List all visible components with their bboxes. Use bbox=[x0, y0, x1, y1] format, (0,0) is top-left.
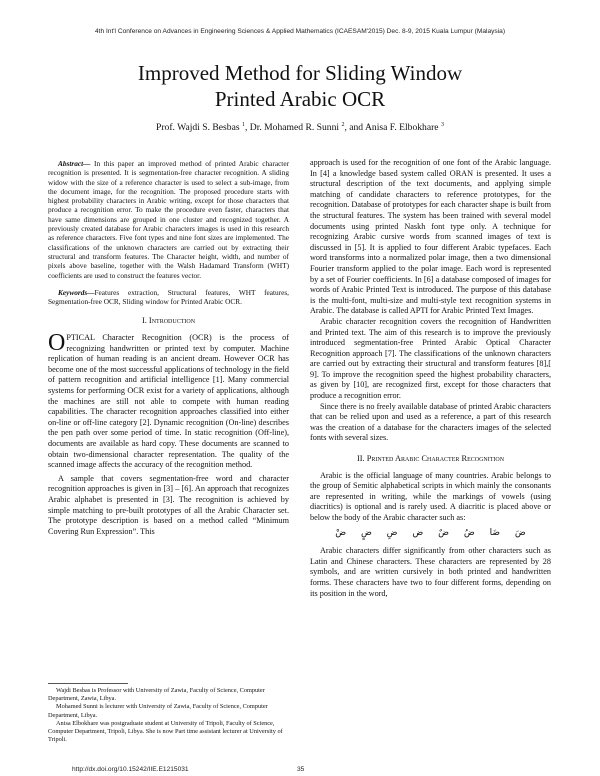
right-paragraph-1: approach is used for the recognition of one font of the Arabic language. In [4] a knowledge based system called ORAN is presented. It uses a structural description of the text documents, and applying simple matching of candidate characters to reference prototypes, for the recognition. Database of prototypes for each character shape is built from the structural features. The system has been trained with several model documents using printed Naskh font type only. A technique for recognizing Arabic cursive words from scanned images of text is discussed in [5]. It is applied to four different Arabic typefaces. Each word transforms into a normalized polar image, then a two dimensional Fourier transform applied to the polar image. Each word is represented by a set of Fourier coefficients. In [6] a database composed of images for words of Arabic Printed Text is introduced. The purpose of this database is the multi-font, multi-size and multi-style text recognition systems in Arabic. The database is called APTI for Arabic Printed Text Images. bbox=[310, 158, 551, 316]
authors bbox=[0, 122, 600, 133]
footnote-3: Anisa Elbokhare was postgraduate student at University of Tripoli, Faculty of Science, Computer Department, Tripoli, Libya. She is now Part time assistant lecturer at University of Tripoli. bbox=[48, 719, 283, 744]
page-number: 35 bbox=[297, 766, 305, 773]
intro-paragraph-1 bbox=[48, 330, 289, 471]
author-1-mark: 1 bbox=[241, 122, 245, 128]
title-line-1: Improved Method for Sliding Window bbox=[137, 61, 463, 85]
right-paragraph-3: Since there is no freely available database of printed Arabic characters that can be relied upon and used as a reference, a part of this research was the creation of a database for the characters images of the selected fonts with several sizes. bbox=[310, 401, 551, 443]
intro-paragraph-1-text: PTICAL Character Recognition (OCR) is the process of recognizing handwritten or printed text by computer. Machine replication of human reading is an ancient dream. However OCR has become one of the most successful applications of technology in the field of pattern recognition and artificial intelligence [1]. Many commercial systems for performing OCR exist for a variety of applications, although the machines are still not able to compete with human reading capabilities. The character recognition approaches classified into either on-line or off-line category [2]. Dynamic recognition (On-line) describes the pen path over some period of time. In static recognition (Off-line), documents are available as hard copy. These documents are scanned to obtain two-dimensional character representation. The quality of the scanned image affects the accuracy of the recognition method. bbox=[48, 333, 289, 470]
footnotes bbox=[48, 687, 289, 744]
section-2-heading: II. Printed Arabic Character Recognition bbox=[356, 454, 505, 464]
title-line-2: Printed Arabic OCR bbox=[214, 87, 386, 111]
abstract-label: Abstract— bbox=[58, 159, 91, 168]
footnote-2: Mohamed Sunni is lecturer with University of Zawia, Faculty of Science, Computer Department, Libya. bbox=[48, 703, 268, 719]
author-1: Prof. Wajdi S. Besbas bbox=[156, 122, 242, 134]
intro-paragraph-2: A sample that covers segmentation-free word and character recognition approaches is given in [3] – [6]. An approach that recognizes Arabic alphabet is presented in [3]. The recognition is achieved by simple matching to pre-built prototypes of all the Arabic Character set. The prototype description is based on a method called “Minimum Covering Run Expression”. This bbox=[48, 473, 289, 536]
paper-title bbox=[0, 60, 600, 112]
section-2-paragraph-1: Arabic is the official language of many countries. Arabic belongs to the group of Semitic alphabetical scripts in which mainly the consonants are represented in writing, while the markings of vowels (using diacritics) is optional and is rarely used. A diacritic is placed above or below the body of the Arabic character such as: bbox=[310, 470, 551, 522]
left-column bbox=[48, 159, 289, 537]
author-2-mark: 2 bbox=[341, 122, 345, 128]
section-2-paragraph-2: Arabic characters differ significantly from other characters such as Latin and Chinese characters. These characters are represented by 28 symbols, and are written cursively in both printed and handwritten forms. These characters have two to four different forms, depending on its position in the word, bbox=[310, 546, 551, 598]
footnote-rule bbox=[48, 683, 128, 684]
section-1-heading: I. Introduction bbox=[141, 316, 196, 326]
right-paragraph-2: Arabic character recognition covers the recognition of Handwritten and Printed text. The aim of this research is to improve the previously introduced segmentation-free Printed Arabic Optical Character Recognition approach [7]. The classifications of the unknown characters are carried out by extracting their structural and transform features [8],[ 9]. To improve the recognition speed the highest probability characters, as given by [10], are recognized first, except for those characters that produce a recognition error. bbox=[310, 316, 551, 401]
conference-header: 4th Int'l Conference on Advances in Engineering Sciences & Applied Mathematics (ICAESAM'2015) Dec. 8-9, 2015 Kuala Lumpur (Malaysia) bbox=[94, 28, 506, 35]
keywords-text: Features extraction, Structural features, WHT features, Segmentation-free OCR, Sliding window for Printed Arabic OCR. bbox=[48, 287, 289, 307]
right-column bbox=[310, 158, 551, 599]
footnote-1: Wajdi Besbas is Professor with University of Zawia, Faculty of Science, Computer Department, Zawia, Libya. bbox=[48, 687, 265, 703]
author-2: , Dr. Mohamed R. Sunni bbox=[244, 122, 342, 134]
arabic-diacritics-sample: ضَ ضَا ضُ ضٌ ض ضِ ضٍ ضْ bbox=[335, 527, 526, 538]
author-3: , and Anisa F. Elbokhare bbox=[344, 122, 441, 134]
abstract-text: In this paper an improved method of printed Arabic character recognition is presented. It is segmentation-free character recognition. A sliding widow with the size of a reference character is used to select a sub-image, from the document image, for the recognition. The proposed procedure starts with highest probability characters in Arabic writing, except for those characters that produce a recognition error. To make the procedure even faster, characters that have same dimensions are grouped in one cluster and recognized together. A previously created database for Arabic characters images is used in this research as reference characters. Five font types and nine font sizes are implemented. The classifications of the unknown characters are carried out by extracting their structural and transform features. The Character height, width, and number of pixels above baseline, together with the Walsh Hadamard Transform (WHT) coefficients are used to construct the features vector. bbox=[48, 159, 289, 280]
author-3-mark: 3 bbox=[440, 122, 444, 128]
doi-link[interactable]: http://dx.doi.org/10.15242/IIE.E1215031 bbox=[72, 766, 189, 773]
keywords-label: Keywords— bbox=[58, 287, 95, 297]
abstract bbox=[48, 159, 289, 280]
keywords bbox=[48, 288, 289, 307]
drop-cap: O bbox=[48, 330, 66, 357]
